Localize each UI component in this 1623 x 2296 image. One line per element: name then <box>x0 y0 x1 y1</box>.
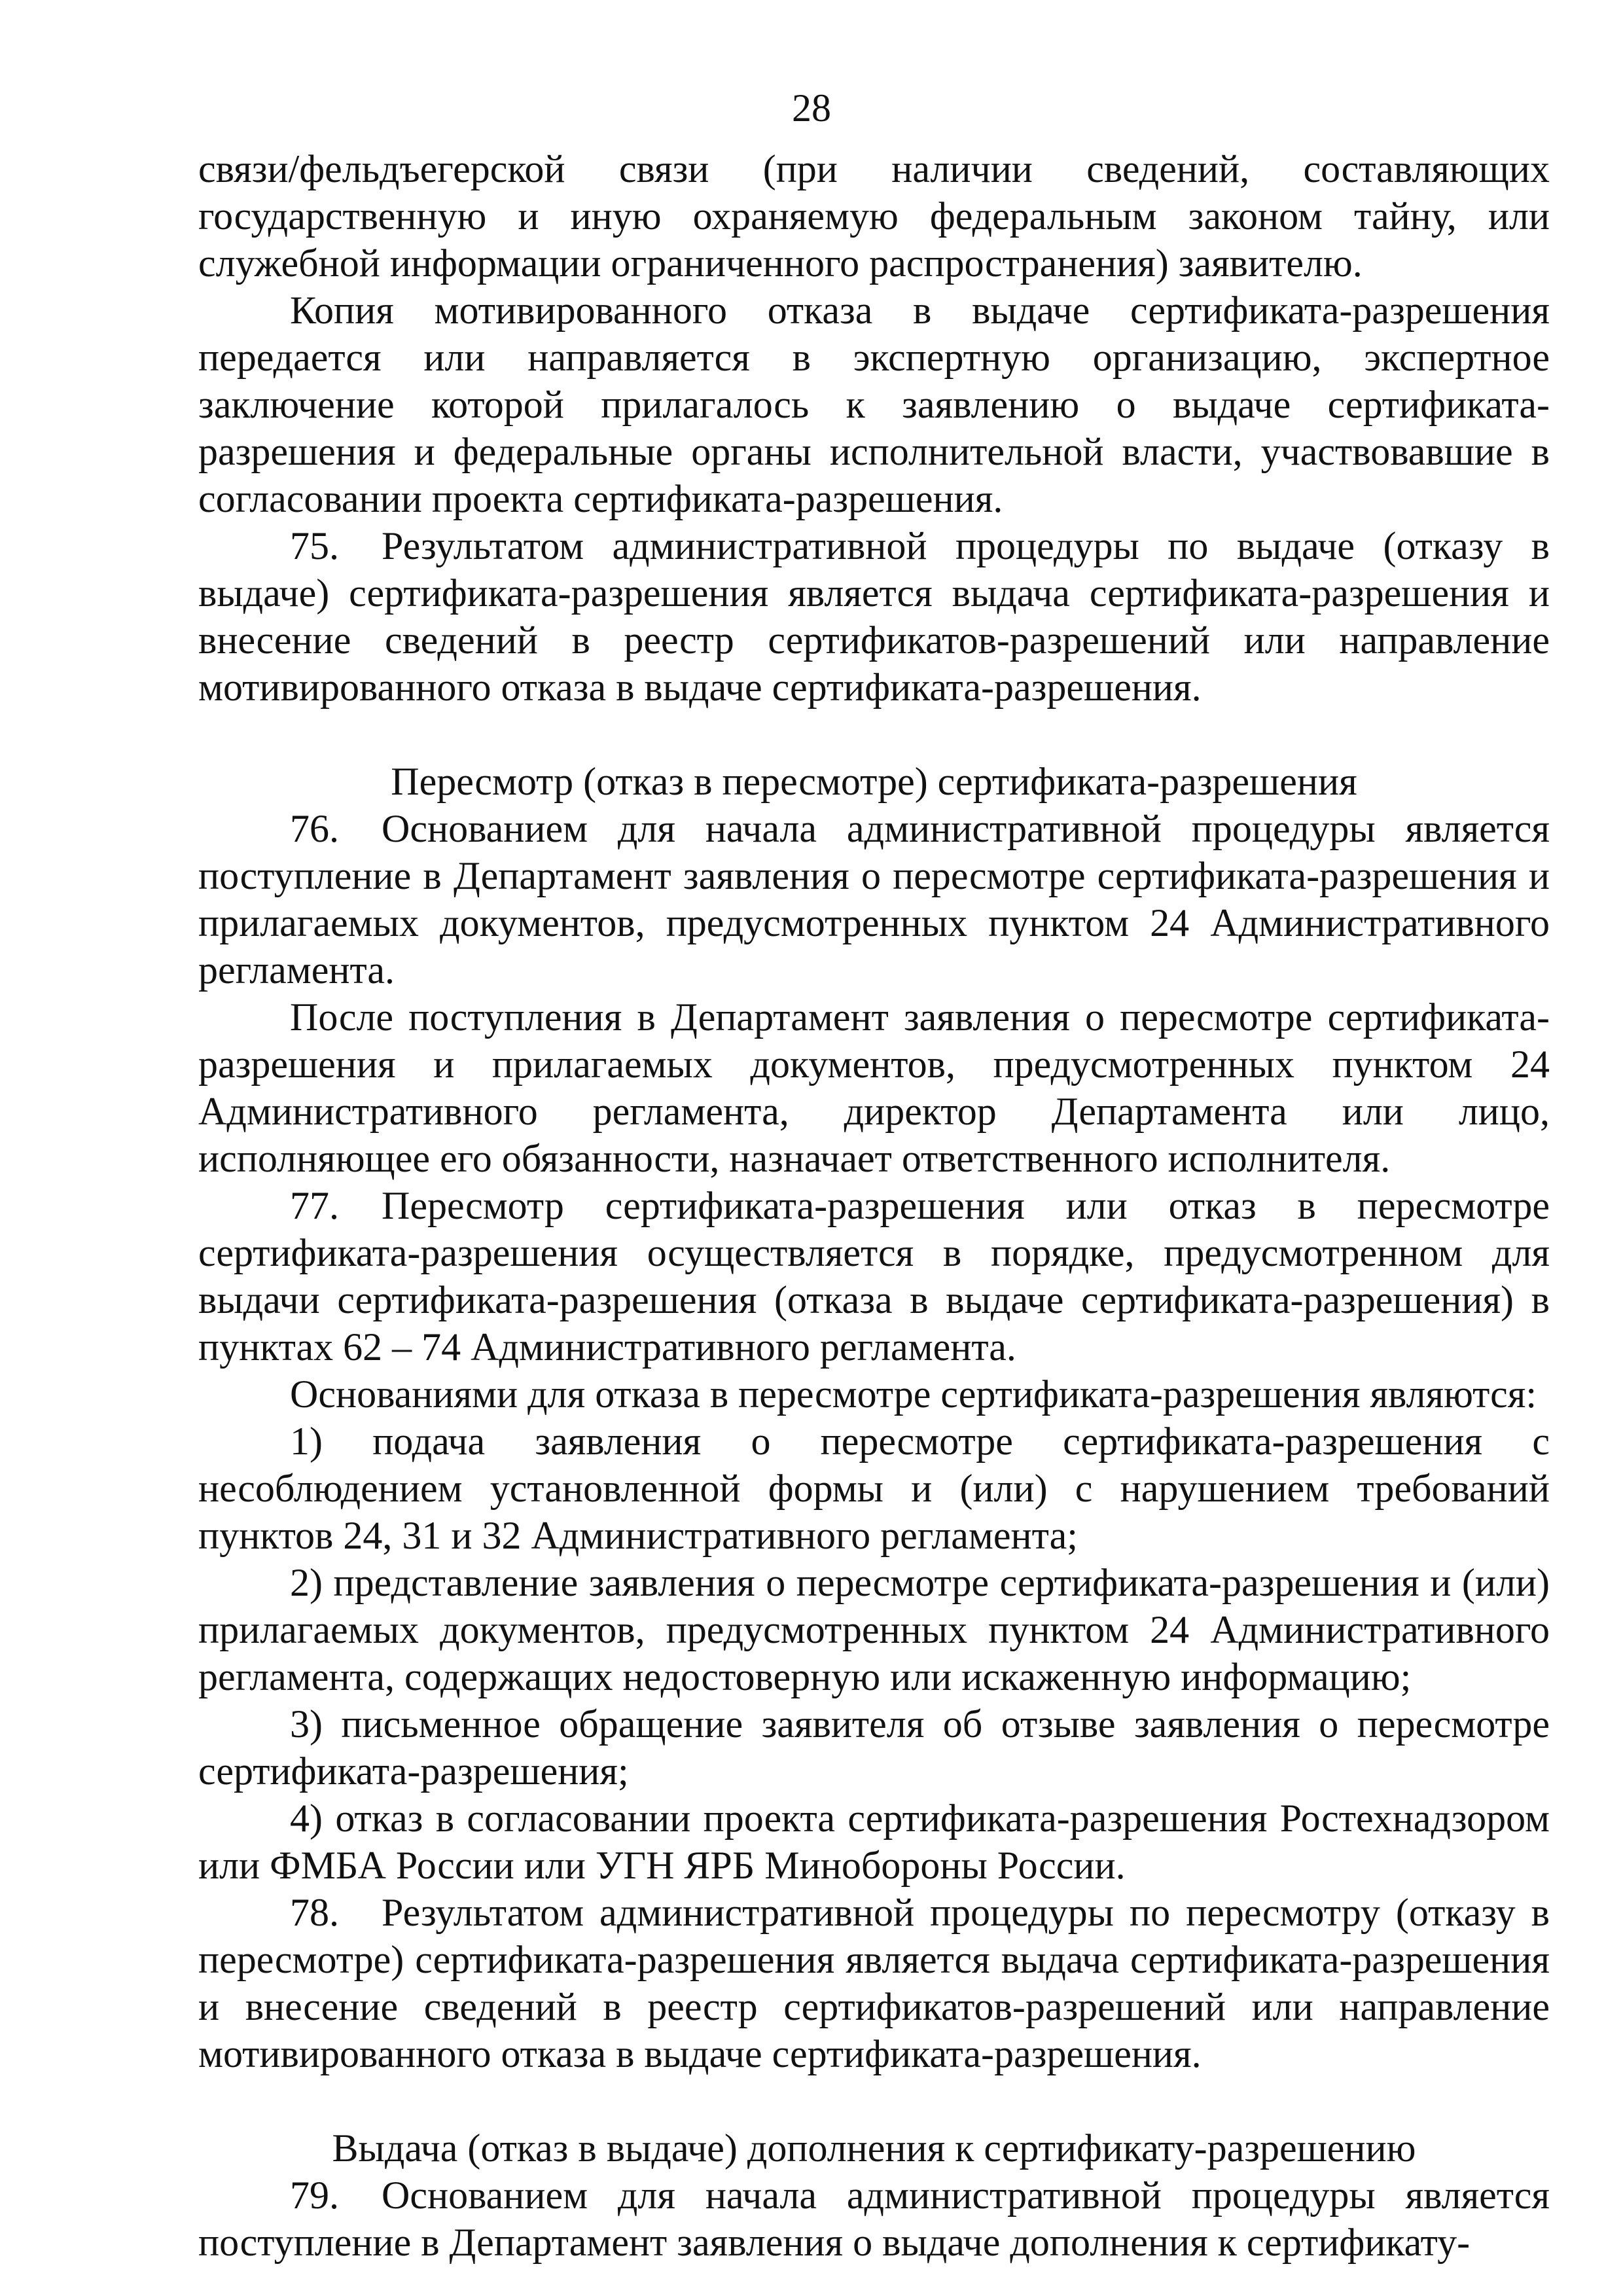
paragraph-text: Результатом административной процедуры по выдаче (отказу в выдаче) сертификата-разрешения является выдача сертификата-разрешения и внесение сведений в реестр сертификатов-разрешений или направление мотивированного отказа в выдаче сертификата-разрешения. <box>198 524 1550 709</box>
section-heading: Выдача (отказ в выдаче) дополнения к сертификату-разрешению <box>332 2126 1416 2170</box>
paragraph: Копия мотивированного отказа в выдаче сертификата-разрешения передается или направляется в экспертную организацию, экспертное заключение которой прилагалось к заявлению о выдаче сертификата-разрешения и федеральные органы исполнительной власти, участвовавшие в согласовании проекта сертификата-разрешения. <box>198 289 1550 520</box>
list-item: 4) отказ в согласовании проекта сертификата-разрешения Ростехнадзором или ФМБА России или УГН ЯРБ Минобороны России. <box>198 1797 1550 1887</box>
numbered-paragraph <box>198 1182 1550 1371</box>
paragraph: связи/фельдъегерской связи (при наличии сведений, составляющих государственную и иную охраняемую федеральным законом тайну, или служебной информации ограниченного распространения) заявителю. <box>198 147 1550 285</box>
paragraph-number: 79. <box>290 2174 339 2217</box>
numbered-paragraph <box>198 1889 1550 2077</box>
paragraph-text: Пересмотр сертификата-разрешения или отказ в пересмотре сертификата-разрешения осуществляется в порядке, предусмотренном для выдачи сертификата-разрешения (отказа в выдаче сертификата-разрешения) в пунктах 62 – 74 Административного регламента. <box>198 1184 1550 1369</box>
section-heading: Пересмотр (отказ в пересмотре) сертификата-разрешения <box>391 760 1357 803</box>
paragraph: Основаниями для отказа в пересмотре сертификата-разрешения являются: <box>290 1372 1537 1416</box>
numbered-paragraph <box>198 805 1550 994</box>
list-item: 2) представление заявления о пересмотре сертификата-разрешения и (или) прилагаемых документов, предусмотренных пунктом 24 Административного регламента, содержащих недостоверную или искаженную информацию; <box>198 1561 1550 1698</box>
paragraph-number: 75. <box>290 524 339 567</box>
list-item: 1) подача заявления о пересмотре сертификата-разрешения с несоблюдением установленной формы и (или) с нарушением требований пунктов 24, 31 и 32 Административного регламента; <box>198 1420 1550 1557</box>
paragraph-text: Результатом административной процедуры по пересмотру (отказу в пересмотре) сертификата-разрешения является выдача сертификата-разрешения и внесение сведений в реестр сертификатов-разрешений или направление мотивированного отказа в выдаче сертификата-разрешения. <box>198 1891 1550 2075</box>
paragraph: После поступления в Департамент заявления о пересмотре сертификата-разрешения и прилагаемых документов, предусмотренных пунктом 24 Административного регламента, директор Департамента или лицо, исполняющее его обязанности, назначает ответственного исполнителя. <box>198 996 1550 1180</box>
paragraph-text: Основанием для начала административной процедуры является поступление в Департамент заявления о выдаче дополнения к сертификату- <box>198 2174 1550 2264</box>
paragraph-number: 78. <box>290 1891 339 1934</box>
paragraph-number: 77. <box>290 1184 339 1227</box>
numbered-paragraph <box>198 522 1550 711</box>
numbered-paragraph <box>198 2172 1550 2266</box>
list-item: 3) письменное обращение заявителя об отзыве заявления о пересмотре сертификата-разрешения; <box>198 1702 1550 1793</box>
paragraph-text: Основанием для начала административной процедуры является поступление в Департамент заявления о пересмотре сертификата-разрешения и прилагаемых документов, предусмотренных пунктом 24 Административного регламента. <box>198 807 1550 992</box>
paragraph-number: 76. <box>290 807 339 850</box>
document-body <box>198 145 1550 2266</box>
page-number: 28 <box>792 86 831 130</box>
